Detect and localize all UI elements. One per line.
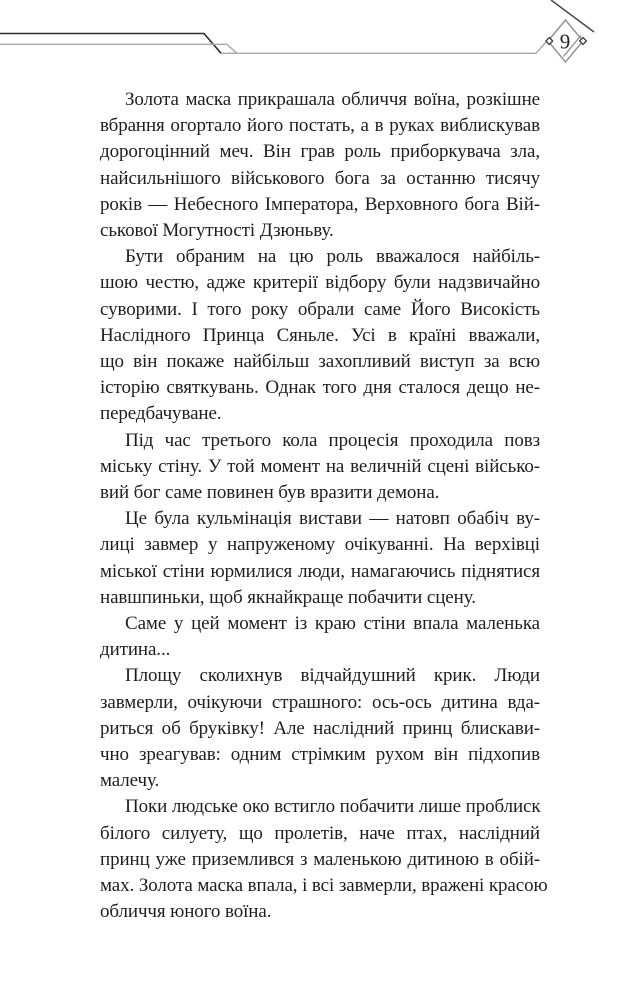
text-line: Площу сколихнув відчайдушний крик. Люди [125, 665, 540, 687]
text-line: принц уже приземлився з маленькою дитиною в обій- [100, 848, 540, 870]
text-line: суворими. І того року обрали саме Його Високість [100, 298, 540, 320]
text-line: передбачуване. [100, 403, 222, 425]
text-line: навшпиньки, щоб якнайкраще побачити сцену. [100, 586, 476, 608]
text-line: дитина... [100, 639, 171, 661]
text-line: міської стіни юрмилися люди, намагаючись піднятися [100, 560, 540, 582]
text-line: білого силуету, що пролетів, наче птах, наслідний [100, 822, 540, 844]
text-line: міську стіну. У той момент на величній сцені військо- [100, 455, 540, 477]
header-rule-lower-icon [221, 42, 546, 53]
text-line: Наслідного Принца Сяньле. Усі в країні вважали, [100, 324, 540, 346]
header-rule-dark-icon [0, 34, 221, 54]
text-line: лиці завмер у напруженому очікуванні. На верхівці [100, 534, 540, 556]
text-line: малечу. [100, 770, 160, 792]
text-line: Під час третього кола процесія проходила повз [125, 429, 540, 451]
text-line: чно зреагував: одним стрімким рухом він підхопив [100, 744, 540, 766]
text-line: що він покаже найбільш захопливий виступ за всю [100, 351, 540, 373]
text-line: обличчя юного воїна. [100, 901, 272, 923]
text-line: шою честю, адже критерії відбору були надзвичайно [100, 272, 540, 294]
text-line: Бути обраним на цю роль вважалося найбіль- [125, 246, 540, 268]
text-line: вий бог саме повинен був вразити демона. [100, 482, 440, 504]
text-line: риться об бруківку! Але наслідний принц блискави- [100, 717, 540, 739]
text-line: Саме у цей момент із краю стіни впала маленька [125, 613, 540, 635]
text-line: історію святкувань. Однак того дня сталося дещо не- [100, 377, 540, 399]
text-line: завмерли, очікуючи страшного: ось-ось дитина вда- [100, 691, 540, 713]
page-number: 9 [559, 29, 571, 54]
text-line: найсильнішого військового бога за останню тисячу [100, 167, 540, 189]
text-line: Золота маска прикрашала обличчя воїна, розкішне [125, 89, 540, 110]
text-line: мах. Золота маска впала, і всі завмерли, вражені красою [100, 875, 548, 897]
corner-diagonal-icon [551, 0, 594, 32]
text-block [100, 87, 548, 926]
header-ornament [0, 0, 629, 72]
diamond-left-square-icon [546, 38, 553, 45]
text-line: років — Небесного Імператора, Верховного бога Вій- [100, 193, 540, 215]
text-line: дорогоцінний меч. Він грав роль приборкувача зла, [100, 141, 540, 163]
text-line: Це була кульмінація вистави — натовп обабіч ву- [125, 508, 540, 530]
text-line: ськової Могутності Дзюньву. [100, 220, 334, 242]
text-line: вбрання огортало його постать, а в руках виблискував [100, 115, 540, 137]
text-line: Поки людське око встигло побачити лише проблиск [125, 796, 541, 818]
header-rule-gray-icon [0, 44, 237, 53]
